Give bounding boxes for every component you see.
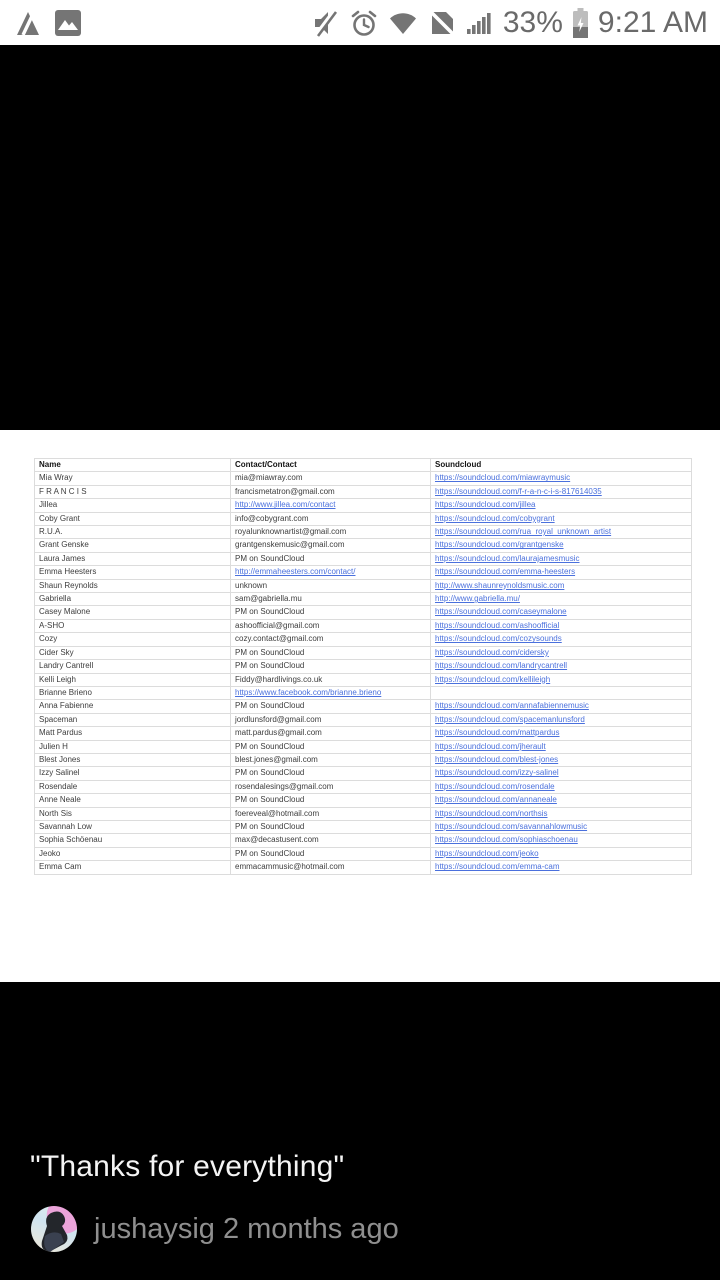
sheet-row xyxy=(35,539,692,552)
sheet-row xyxy=(35,740,692,753)
battery-percent: 33% xyxy=(502,5,563,39)
sheet-header xyxy=(35,459,692,472)
sheet-cell: jordlunsford@gmail.com xyxy=(231,713,431,726)
sheet-column-header: Name xyxy=(35,459,231,472)
sheet-cell: Matt Pardus xyxy=(35,727,231,740)
sheet-row xyxy=(35,512,692,525)
sheet-row xyxy=(35,861,692,874)
sheet-row xyxy=(35,727,692,740)
sheet-column-header: Soundcloud xyxy=(431,459,692,472)
sheet-cell: Jillea xyxy=(35,499,231,512)
sheet-cell: Kelli Leigh xyxy=(35,673,231,686)
comment-attribution xyxy=(31,1206,399,1252)
sheet-cell: https://soundcloud.com/jeoko xyxy=(431,847,692,860)
video-player-surface[interactable] xyxy=(0,45,720,1280)
sheet-cell: Cozy xyxy=(35,633,231,646)
avatar xyxy=(31,1206,77,1252)
sheet-cell: Laura James xyxy=(35,552,231,565)
sheet-cell: https://soundcloud.com/cozysounds xyxy=(431,633,692,646)
sheet-row xyxy=(35,713,692,726)
sheet-cell: mia@miawray.com xyxy=(231,472,431,485)
sheet-row xyxy=(35,579,692,592)
sheet-row xyxy=(35,552,692,565)
sheet-cell: https://soundcloud.com/kellileigh xyxy=(431,673,692,686)
sheet-cell: unknown xyxy=(231,579,431,592)
sheet-cell: Emma Heesters xyxy=(35,566,231,579)
mute-icon xyxy=(312,8,340,38)
sheet-row xyxy=(35,619,692,632)
sheet-cell: Jeoko xyxy=(35,847,231,860)
sheet-row xyxy=(35,753,692,766)
sheet-cell: https://soundcloud.com/grantgenske xyxy=(431,539,692,552)
sheet-cell: Fiddy@hardlivings.co.uk xyxy=(231,673,431,686)
sheet-cell: https://soundcloud.com/cidersky xyxy=(431,646,692,659)
sheet-cell: sam@gabriella.mu xyxy=(231,593,431,606)
sheet-row xyxy=(35,700,692,713)
sheet-cell: matt.pardus@gmail.com xyxy=(231,727,431,740)
sheet-cell: https://soundcloud.com/emma-cam xyxy=(431,861,692,874)
sheet-cell: Izzy Salinel xyxy=(35,767,231,780)
sheet-cell: ashoofficial@gmail.com xyxy=(231,619,431,632)
sheet-cell: Mia Wray xyxy=(35,472,231,485)
sheet-cell: https://soundcloud.com/annaneale xyxy=(431,794,692,807)
sheet-row xyxy=(35,646,692,659)
sheet-cell: Spaceman xyxy=(35,713,231,726)
sheet-cell: http://www.gabriella.mu/ xyxy=(431,593,692,606)
sheet-cell: PM on SoundCloud xyxy=(231,767,431,780)
sheet-cell: francismetatron@gmail.com xyxy=(231,485,431,498)
signal-icon xyxy=(466,8,494,38)
sheet-cell: https://www.facebook.com/brianne.brieno xyxy=(231,686,431,699)
sheet-cell: https://soundcloud.com/savannahlowmusic xyxy=(431,820,692,833)
sheet-cell: https://soundcloud.com/blest-jones xyxy=(431,753,692,766)
sheet-cell: PM on SoundCloud xyxy=(231,700,431,713)
sheet-cell: PM on SoundCloud xyxy=(231,847,431,860)
sheet-row xyxy=(35,485,692,498)
sheet-row xyxy=(35,606,692,619)
app-logo-icon xyxy=(12,7,44,39)
sheet-cell: PM on SoundCloud xyxy=(231,606,431,619)
sheet-row xyxy=(35,767,692,780)
sheet-body xyxy=(35,472,692,874)
sheet-cell: PM on SoundCloud xyxy=(231,660,431,673)
sheet-row xyxy=(35,526,692,539)
sheet-cell: foereveal@hotmail.com xyxy=(231,807,431,820)
sheet-cell: Casey Malone xyxy=(35,606,231,619)
notification-icons xyxy=(12,7,83,39)
sheet-cell: cozy.contact@gmail.com xyxy=(231,633,431,646)
sheet-cell: Emma Cam xyxy=(35,861,231,874)
sheet-row xyxy=(35,780,692,793)
sheet-column-header: Contact/Contact xyxy=(231,459,431,472)
sheet-cell: rosendalesings@gmail.com xyxy=(231,780,431,793)
sheet-table xyxy=(34,458,692,875)
sheet-cell: https://soundcloud.com/jillea xyxy=(431,499,692,512)
sheet-cell: https://soundcloud.com/annafabiennemusic xyxy=(431,700,692,713)
sheet-row xyxy=(35,834,692,847)
sheet-row xyxy=(35,499,692,512)
sheet-cell: https://soundcloud.com/laurajamesmusic xyxy=(431,552,692,565)
sheet-cell: blest.jones@gmail.com xyxy=(231,753,431,766)
sheet-cell: https://soundcloud.com/ashoofficial xyxy=(431,619,692,632)
sheet-cell: Julien H xyxy=(35,740,231,753)
sheet-cell: PM on SoundCloud xyxy=(231,740,431,753)
sheet-cell: https://soundcloud.com/caseymalone xyxy=(431,606,692,619)
sheet-cell: PM on SoundCloud xyxy=(231,552,431,565)
sheet-row xyxy=(35,820,692,833)
sheet-cell: https://soundcloud.com/rua_royal_unknown_artist xyxy=(431,526,692,539)
sheet-row xyxy=(35,660,692,673)
sheet-cell: Blest Jones xyxy=(35,753,231,766)
sheet-row xyxy=(35,807,692,820)
comment-quote-text: "Thanks for everything" xyxy=(30,1150,345,1183)
sheet-cell: Brianne Brieno xyxy=(35,686,231,699)
sheet-row xyxy=(35,794,692,807)
sheet-cell: http://www.jillea.com/contact xyxy=(231,499,431,512)
sheet-cell: PM on SoundCloud xyxy=(231,794,431,807)
system-status-icons xyxy=(312,6,708,40)
sheet-cell: https://soundcloud.com/northsis xyxy=(431,807,692,820)
sheet-cell: https://soundcloud.com/izzy-salinel xyxy=(431,767,692,780)
sheet-cell: https://soundcloud.com/jherault xyxy=(431,740,692,753)
sheet-cell: grantgenskemusic@gmail.com xyxy=(231,539,431,552)
sheet-row xyxy=(35,686,692,699)
sheet-row xyxy=(35,593,692,606)
gallery-icon xyxy=(53,8,83,38)
comment-age: 2 months ago xyxy=(222,1212,399,1245)
sheet-cell: https://soundcloud.com/cobygrant xyxy=(431,512,692,525)
comment-meta xyxy=(94,1213,399,1246)
sheet-row xyxy=(35,566,692,579)
data-off-icon xyxy=(427,8,457,38)
sheet-cell: Gabriella xyxy=(35,593,231,606)
sheet-cell: Anne Neale xyxy=(35,794,231,807)
sheet-cell: PM on SoundCloud xyxy=(231,646,431,659)
sheet-cell: https://soundcloud.com/rosendale xyxy=(431,780,692,793)
sheet-cell: https://soundcloud.com/sophiaschoenau xyxy=(431,834,692,847)
sheet-cell: https://soundcloud.com/mattpardus xyxy=(431,727,692,740)
clock-time: 9:21 AM xyxy=(597,5,708,39)
status-bar xyxy=(0,0,720,45)
sheet-cell: Cider Sky xyxy=(35,646,231,659)
sheet-cell: F R A N C I S xyxy=(35,485,231,498)
wifi-icon xyxy=(388,8,418,38)
sheet-cell: Anna Fabienne xyxy=(35,700,231,713)
sheet-cell: A-SHO xyxy=(35,619,231,632)
sheet-cell: info@cobygrant.com xyxy=(231,512,431,525)
sheet-cell: Grant Genske xyxy=(35,539,231,552)
sheet-cell: emmacammusic@hotmail.com xyxy=(231,861,431,874)
sheet-header-row xyxy=(35,459,692,472)
sheet-cell: Shaun Reynolds xyxy=(35,579,231,592)
sheet-cell: https://soundcloud.com/miawraymusic xyxy=(431,472,692,485)
avatar-person-silhouette xyxy=(31,1206,77,1252)
sheet-cell: Rosendale xyxy=(35,780,231,793)
sheet-row xyxy=(35,472,692,485)
sheet-cell: max@decastusent.com xyxy=(231,834,431,847)
sheet-cell: https://soundcloud.com/spacemanlunsford xyxy=(431,713,692,726)
sheet-cell: royalunknownartist@gmail.com xyxy=(231,526,431,539)
sheet-cell: PM on SoundCloud xyxy=(231,820,431,833)
sheet-cell xyxy=(431,686,692,699)
sheet-cell: https://soundcloud.com/emma-heesters xyxy=(431,566,692,579)
sheet-cell: Coby Grant xyxy=(35,512,231,525)
sheet-cell: Sophia Schöenau xyxy=(35,834,231,847)
comment-author: jushaysig xyxy=(94,1212,215,1245)
battery-charging-icon xyxy=(572,7,589,39)
sheet-row xyxy=(35,673,692,686)
spreadsheet-frame xyxy=(0,430,720,982)
alarm-icon xyxy=(349,8,379,38)
sheet-cell: Landry Cantrell xyxy=(35,660,231,673)
sheet-row xyxy=(35,847,692,860)
sheet-cell: North Sis xyxy=(35,807,231,820)
sheet-cell: R.U.A. xyxy=(35,526,231,539)
sheet-cell: https://soundcloud.com/f-r-a-n-c-i-s-817614035 xyxy=(431,485,692,498)
sheet-cell: Savannah Low xyxy=(35,820,231,833)
sheet-cell: https://soundcloud.com/landrycantrell xyxy=(431,660,692,673)
sheet-cell: http://emmaheesters.com/contact/ xyxy=(231,566,431,579)
sheet-row xyxy=(35,633,692,646)
sheet-cell: http://www.shaunreynoldsmusic.com xyxy=(431,579,692,592)
